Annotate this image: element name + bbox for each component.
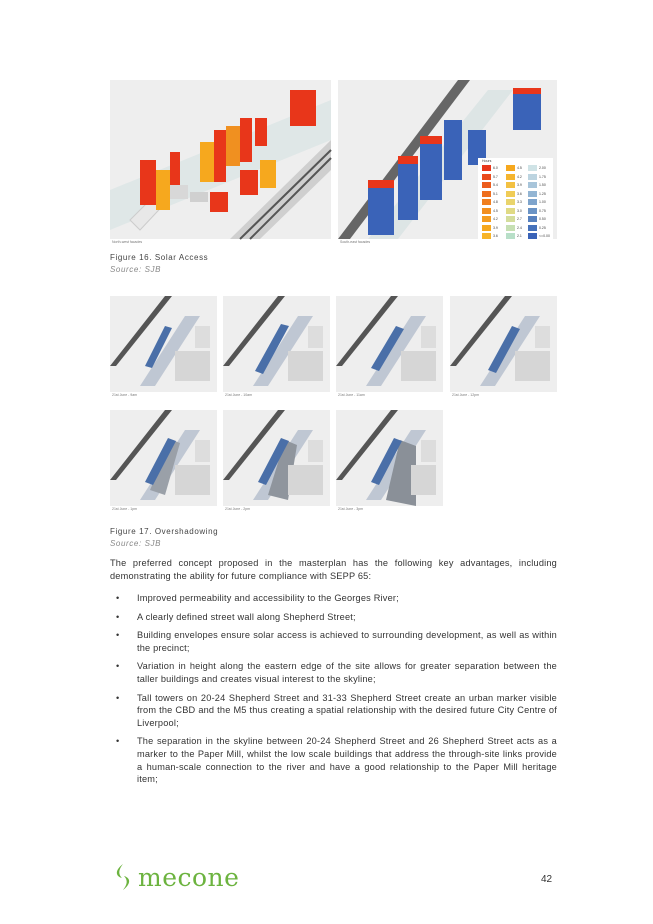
legend-row: 1.50: [528, 181, 550, 190]
legend-row: 3.9: [506, 181, 522, 190]
legend-row: 5.1: [482, 190, 498, 199]
mecone-logo: [112, 862, 239, 892]
overshadowing-render: [110, 296, 217, 392]
overshadowing-render: [450, 296, 557, 392]
legend-row: 2.00: [528, 164, 550, 173]
overshadowing-tile: [223, 410, 330, 511]
legend-row: 4.8: [482, 198, 498, 207]
solar-access-north-west-image: [110, 80, 331, 244]
legend-row: 5.7: [482, 173, 498, 182]
figure-17-source: Source: SJB: [110, 539, 162, 548]
legend-row: 4.5: [482, 207, 498, 216]
tile-label: 21st June - 2pm: [225, 507, 251, 511]
legend-row: 6.0: [482, 164, 498, 173]
list-item: • A clearly defined street wall along Shepherd Street;: [116, 611, 356, 622]
overshadowing-render: [336, 410, 443, 506]
legend-row: 0.50: [528, 215, 550, 224]
list-item: • Variation in height along the eastern edge of the site allows for greater separation between the taller buildings and creates visual interest to the skyline;: [116, 661, 557, 684]
legend-row: 4.2: [482, 215, 498, 224]
list-item: • Building envelopes ensure solar access is achieved to surrounding development, as well as within the precinct;: [116, 630, 557, 653]
list-item: • Tall towers on 20-24 Shepherd Street and 31-33 Shepherd Street create an urban marker visible from the CBD and the M5 thus creating a spatial relationship with the desired future City Centre of Liverpool;: [116, 692, 557, 728]
overshadowing-tile: [223, 296, 330, 397]
tile-label: 21st June - 9am: [112, 393, 138, 397]
legend-row: 5.4: [482, 181, 498, 190]
south-east-label: South-east facades: [340, 240, 371, 244]
bullet-glyph: •: [116, 661, 120, 672]
legend-row: <=0.00: [528, 232, 550, 241]
overshadowing-tile: [110, 296, 217, 397]
legend-col1-title: Hours: [482, 159, 492, 163]
legend-col3: [528, 164, 550, 241]
bullet-glyph: •: [116, 692, 120, 703]
tile-label: 21st June - 10am: [225, 393, 253, 397]
legend-row: 3.9: [482, 224, 498, 233]
overshadowing-render: [110, 410, 217, 506]
bullet-glyph: •: [116, 630, 120, 641]
legend-row: 0.75: [528, 207, 550, 216]
legend-row: 0.25: [528, 224, 550, 233]
legend-row: 1.25: [528, 190, 550, 199]
solar-access-south-east-image: [338, 80, 557, 244]
overshadowing-render: [223, 296, 330, 392]
overshadowing-render: [336, 296, 443, 392]
overshadowing-render: [223, 410, 330, 506]
legend-row: 2.7: [506, 215, 522, 224]
figure-17: [110, 296, 557, 521]
legend-col2: [506, 164, 522, 241]
overshadowing-tile: [336, 410, 443, 511]
list-item: • The separation in the skyline between 20-24 Shepherd Street and 26 Shepherd Street acts as a marker to the Paper Mill, whilst the low scale buildings that address the through-site links provide a human-scale connection to the river and have a good relationship to the Paper Mill heritage item;: [116, 736, 557, 785]
tile-label: 21st June - 12pm: [452, 393, 480, 397]
legend-col1: [482, 164, 498, 241]
page-number: 42: [541, 874, 553, 885]
overshadowing-tile: [450, 296, 557, 397]
intro-paragraph: The preferred concept proposed in the masterplan has the following key advantages, including demonstrating the ability for future compliance with SEPP 65:: [110, 558, 557, 581]
legend-row: 3.0: [506, 207, 522, 216]
legend-row: 3.3: [506, 198, 522, 207]
leaf-icon: [112, 863, 134, 891]
overshadowing-tile: [336, 296, 443, 397]
solar-access-north-west-render: [110, 80, 331, 239]
legend-row: 3.6: [506, 190, 522, 199]
bullet-glyph: •: [116, 611, 120, 622]
legend-row: 4.5: [506, 164, 522, 173]
tile-label: 21st June - 11am: [338, 393, 365, 397]
overshadowing-tile: [110, 410, 217, 511]
bullet-glyph: •: [116, 736, 120, 747]
solar-legend: [478, 158, 553, 240]
bullet-glyph: •: [116, 593, 120, 603]
legend-row: 1.00: [528, 198, 550, 207]
north-west-label: North-west facades: [112, 240, 143, 244]
figure-17-caption: Figure 17. Overshadowing: [110, 527, 219, 536]
figure-16-caption: Figure 16. Solar Access: [110, 253, 209, 262]
legend-row: 4.2: [506, 173, 522, 182]
list-item: • Improved permeability and accessibility to the Georges River;: [116, 593, 399, 603]
advantages-list: [116, 592, 557, 792]
figure-16: [110, 80, 557, 250]
tile-label: 21st June - 1pm: [112, 507, 138, 511]
logo-text: mecone: [138, 862, 240, 892]
legend-row: 2.4: [506, 224, 522, 233]
legend-row: 1.75: [528, 173, 550, 182]
legend-row: 2.1: [506, 232, 522, 241]
tile-label: 21st June - 3pm: [338, 507, 364, 511]
figure-16-source: Source: SJB: [110, 265, 162, 274]
legend-row: 3.6: [482, 232, 498, 241]
